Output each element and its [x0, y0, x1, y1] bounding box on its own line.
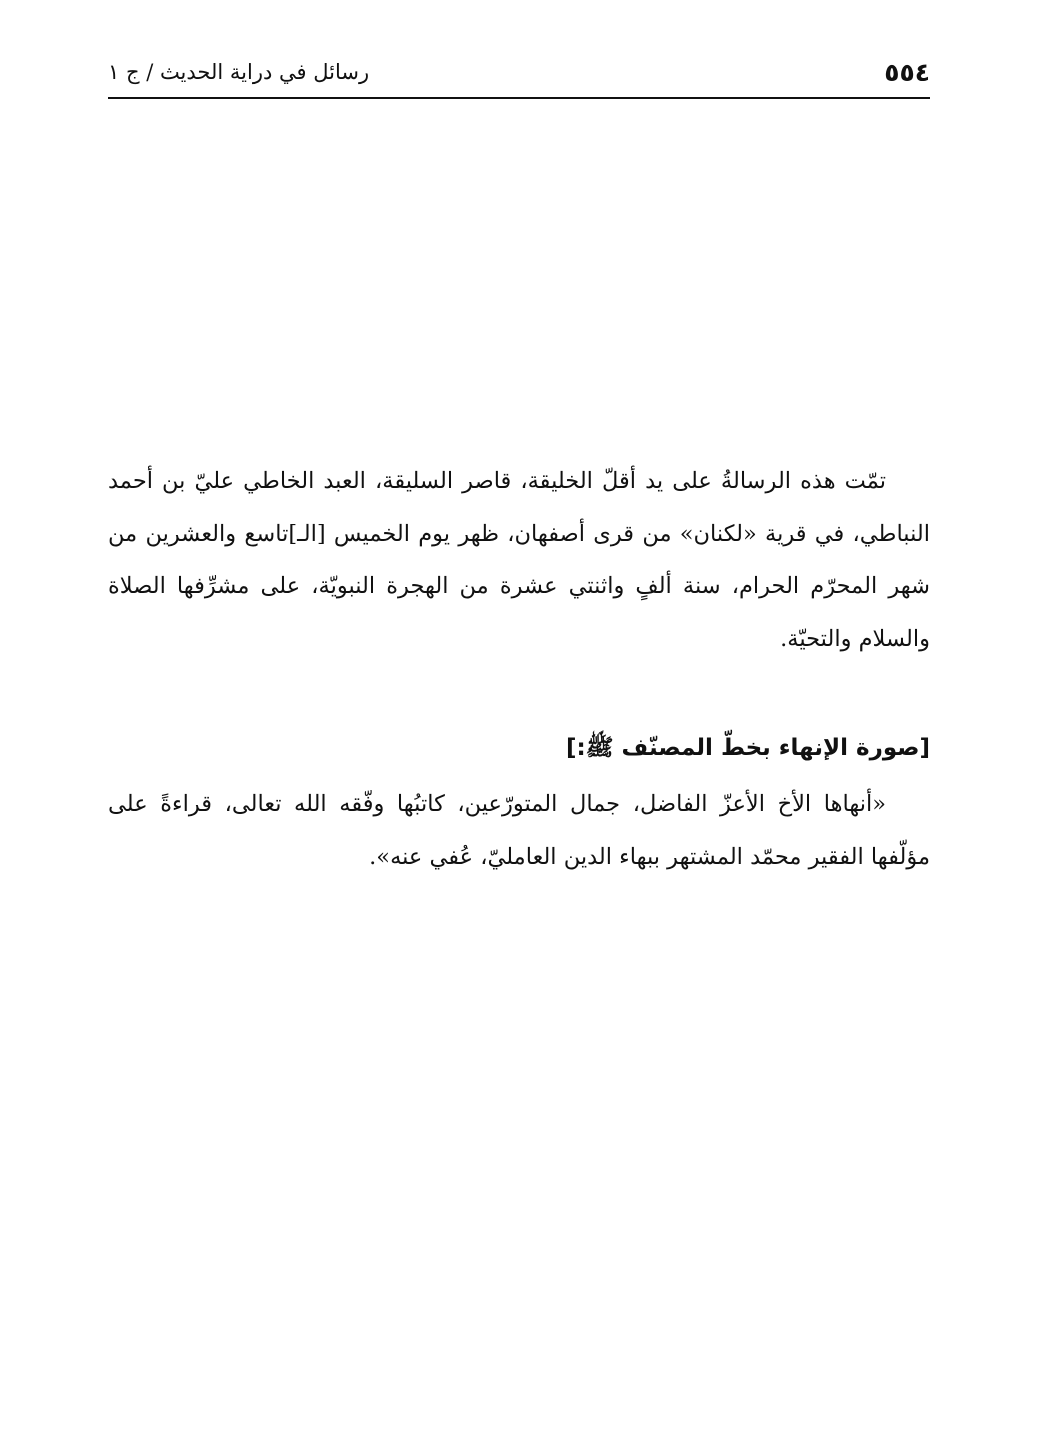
running-title: رسائل في دراية الحديث / ج ١	[108, 60, 370, 84]
colophon-paragraph: تمّت هذه الرسالةُ على يد أقلّ الخليقة، قاصر السليقة، العبد الخاطي عليّ بن أحمد النباطي، في قرية «لكنان» من قرى أصفهان، ظهر يوم الخميس [الـ]تاسع والعشرين من شهر المحرّم الحرام، سنة ألفٍ واثنتي عشرة من الهجرة النبويّة، على مشرِّفها الصلاة والسلام والتحيّة.	[108, 468, 930, 652]
section-heading: [صورة الإنهاء بخطّ المصنّف ﷺ:]	[566, 735, 930, 761]
author-inscription-paragraph: «أنهاها الأخ الأعزّ الفاضل، جمال المتورّعين، كاتبُها وفّقه الله تعالى، قراءةً على مؤلّفها الفقير محمّد المشتهر ببهاء الدين العامليّ، عُفي عنه».	[108, 791, 930, 870]
page-number: ٥٥٤	[884, 57, 930, 87]
running-header	[108, 52, 930, 92]
header-rule	[108, 97, 930, 99]
